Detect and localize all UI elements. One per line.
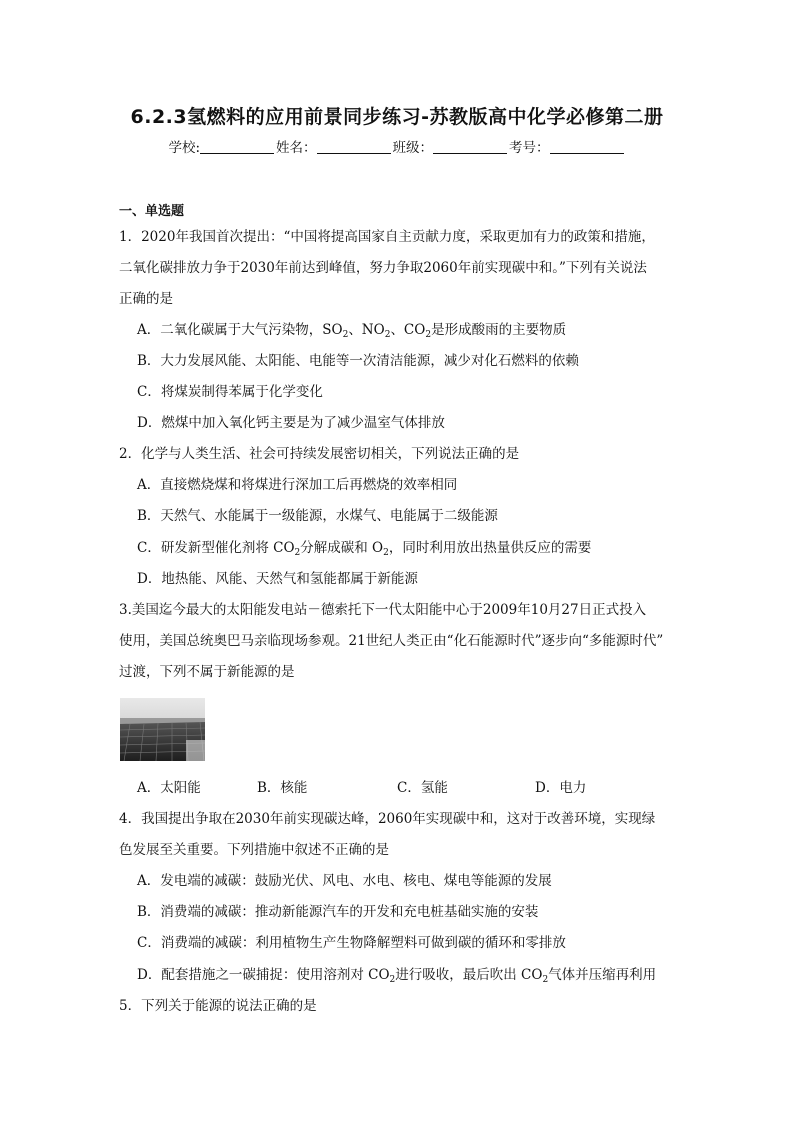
q1-stem-line1: 1．2020年我国首次提出：“中国将提高国家自主贡献力度，采取更加有力的政策和措施，	[119, 229, 655, 245]
q1-option-a-text: A．二氧化碳属于大气污染物，SO	[137, 322, 343, 338]
solar-panel-image	[120, 698, 205, 761]
school-blank[interactable]	[200, 139, 274, 154]
q1-option-a-text: 是形成酸雨的主要物质	[431, 322, 567, 338]
q2-option-c-text: C．研发新型催化剂将 CO	[137, 540, 295, 556]
q1-stem-line3: 正确的是	[119, 291, 173, 307]
class-label: 班级：	[392, 140, 434, 156]
school-label: 学校:	[168, 140, 201, 156]
q4-stem-line1: 4．我国提出争取在2030年前实现碳达峰，2060年实现碳中和，这对于改善环境，实现绿	[119, 811, 656, 827]
q3-option-b[interactable]: B．核能	[257, 780, 308, 796]
class-blank[interactable]	[433, 139, 507, 154]
q4-option-c[interactable]: C．消费端的减碳：利用植物生产生物降解塑料可做到碳的循环和零排放	[137, 935, 566, 951]
q2-option-a[interactable]: A．直接燃烧煤和将煤进行深加工后再燃烧的效率相同	[137, 477, 458, 493]
q2-option-c-text: 分解成碳和 O	[300, 540, 384, 556]
q5-stem: 5．下列关于能源的说法正确的是	[119, 998, 317, 1014]
q4-option-d[interactable]	[137, 965, 656, 985]
exam-no-label: 考号：	[509, 140, 550, 156]
q4-option-a[interactable]: A．发电端的减碳：鼓励光伏、风电、水电、核电、煤电等能源的发展	[137, 873, 552, 889]
q2-option-d[interactable]: D．地热能、风能、天然气和氢能都属于新能源	[137, 571, 418, 587]
q2-option-c-text: ，同时利用放出热量供反应的需要	[388, 540, 592, 556]
exam-no-blank[interactable]	[550, 139, 624, 154]
q3-stem-line3: 过渡，下列不属于新能源的是	[119, 664, 295, 680]
name-blank[interactable]	[317, 139, 391, 154]
subscript: 2	[389, 975, 396, 985]
q2-option-c[interactable]	[137, 538, 591, 558]
subscript: 2	[384, 330, 391, 340]
q4-option-d-text: 气体并压缩再利用	[548, 967, 657, 983]
q4-stem-line2: 色发展至关重要。下列措施中叙述不正确的是	[119, 842, 389, 858]
subscript: 2	[294, 548, 301, 558]
q1-option-b[interactable]: B．大力发展风能、太阳能、电能等一次清洁能源，减少对化石燃料的依赖	[137, 353, 579, 369]
q1-option-a-text: 、CO	[390, 322, 426, 338]
student-info-line	[0, 137, 794, 159]
q4-option-b[interactable]: B．消费端的减碳：推动新能源汽车的开发和充电桩基础实施的安装	[137, 904, 539, 920]
page-title: 6.2.3氢燃料的应用前景同步练习-苏教版高中化学必修第二册	[130, 106, 664, 128]
q1-option-a-text: 、NO	[348, 322, 385, 338]
section-title: 一、单选题	[119, 204, 185, 219]
q3-stem-line2: 使用，美国总统奥巴马亲临现场参观。21世纪人类正由“化石能源时代”逐步向“多能源时代”	[119, 633, 664, 649]
q4-option-d-text: D．配套措施之一碳捕捉：使用溶剂对 CO	[137, 967, 390, 983]
q4-option-d-text: 进行吸收，最后吹出 CO	[395, 967, 543, 983]
subscript: 2	[542, 975, 549, 985]
q3-option-a[interactable]: A．太阳能	[137, 780, 201, 796]
q1-option-d[interactable]: D．燃煤中加入氧化钙主要是为了减少温室气体排放	[137, 415, 445, 431]
q1-option-a[interactable]	[137, 320, 566, 340]
q1-option-c[interactable]: C．将煤炭制得苯属于化学变化	[137, 384, 323, 400]
subscript: 2	[342, 330, 349, 340]
name-label: 姓名：	[276, 140, 317, 156]
q2-option-b[interactable]: B．天然气、水能属于一级能源，水煤气、电能属于二级能源	[137, 508, 498, 524]
q3-option-d[interactable]: D．电力	[535, 780, 587, 796]
q3-stem-line1: 3.美国迄今最大的太阳能发电站－德索托下一代太阳能中心于2009年10月27日正式投入	[119, 602, 647, 618]
q3-option-c[interactable]: C．氢能	[397, 780, 448, 796]
subscript: 2	[383, 548, 389, 558]
q1-stem-line2: 二氧化碳排放力争于2030年前达到峰值，努力争取2060年前实现碳中和。”下列有关说法	[119, 260, 647, 276]
q3-options-row	[0, 778, 794, 798]
solar-panel-picture	[120, 698, 205, 761]
subscript: 2	[425, 330, 432, 340]
q2-stem: 2．化学与人类生活、社会可持续发展密切相关，下列说法正确的是	[119, 446, 520, 462]
